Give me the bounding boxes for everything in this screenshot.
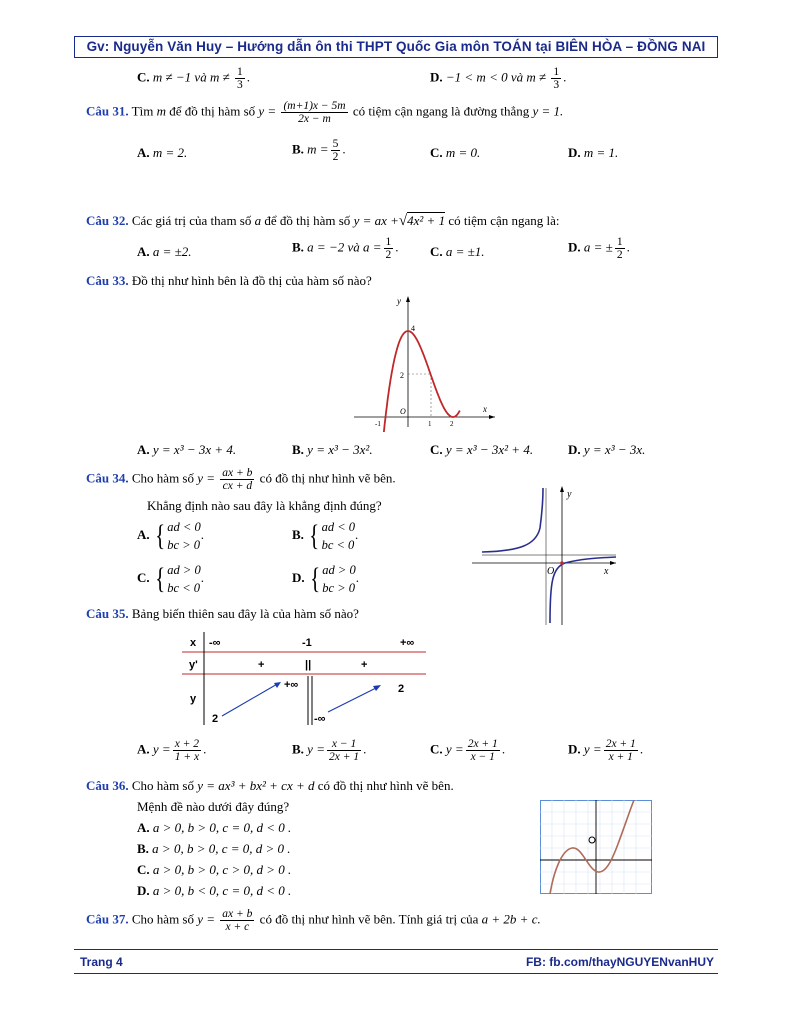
question-label: Câu 36. (86, 778, 129, 793)
intercept-point (560, 561, 564, 565)
x-value: +∞ (400, 637, 415, 649)
asymptote-line: y = 1. (532, 103, 564, 119)
y-value: +∞ (284, 679, 299, 691)
stem-text: Đồ thị như hình bên là đồ thị của hàm số nào? (131, 273, 372, 288)
option-label: B. (292, 526, 304, 542)
function-expr: y = ax³ + bx² + cx + d (197, 778, 315, 793)
q32-option-c[interactable] (430, 244, 485, 260)
x-value: -1 (302, 637, 312, 649)
option-text: a > 0, b < 0, c = 0, d < 0 . (152, 883, 292, 898)
q30-option-d[interactable]: D. −1 < m < 0 và m ≠ $\frac{1}{3}$ . (430, 66, 567, 92)
option-text: a > 0, b > 0, c = 0, d > 0 . (152, 841, 291, 856)
option-label: D. (568, 239, 581, 255)
option-label: B. (292, 141, 304, 157)
stem-text: có đồ thị như hình vẽ bên. (317, 778, 454, 793)
q34-option-c[interactable]: C. { ad > 0 bc < 0. (137, 562, 204, 595)
option-label: B. (292, 442, 304, 457)
option-label: D. (430, 69, 443, 85)
q32-option-d[interactable]: D. a = ± $\frac{1}{2}$ . (568, 236, 630, 262)
question-label: Câu 33. (86, 273, 129, 288)
q36-option-c[interactable] (137, 862, 291, 878)
option-label: C. (430, 145, 443, 160)
option-text: m = (307, 141, 329, 157)
increase-arrow (328, 687, 378, 712)
system: ad > 0 bc < 0 (167, 563, 201, 595)
q34-option-b[interactable]: B. { ad < 0 bc < 0. (292, 519, 359, 552)
fraction: $\frac{2x + 1}{x - 1}$ (467, 738, 498, 764)
variable: a (254, 213, 262, 228)
x-value: -∞ (209, 637, 221, 649)
option-label: A. (137, 145, 150, 160)
x-axis-label: x (483, 404, 487, 414)
option-label: B. (137, 841, 149, 856)
q34-option-d[interactable]: D. { ad > 0 bc > 0. (292, 562, 359, 595)
q31-option-c[interactable] (430, 145, 480, 161)
q35-stem (86, 606, 359, 622)
footer-rule (74, 973, 718, 974)
x-arrow-icon (610, 561, 616, 565)
option-text: a = −2 và a = (307, 239, 382, 255)
y-axis-label: y (397, 296, 401, 306)
option-label: C. (137, 569, 150, 585)
stem-text: có đồ thị như hình vẽ bên. (259, 470, 396, 486)
option-text: a = ± (583, 239, 613, 255)
derivative-sign: + (258, 659, 265, 671)
fraction: $\frac{1}{3}$ (553, 66, 560, 92)
stem-text: Tìm (131, 103, 154, 119)
q33-option-b[interactable] (292, 442, 373, 458)
derivative-sign: + (361, 659, 368, 671)
q35-option-a[interactable]: A. y = $\frac{x + 2}{1 + x}$ . (137, 738, 207, 764)
y-value: 2 (398, 683, 405, 695)
option-label: A. (137, 820, 150, 835)
tick-label: 2 (450, 420, 454, 428)
q36-claim: Mệnh đề nào dưới đây đúng? (137, 799, 290, 814)
stem-text: có tiệm cận ngang là đường thẳng (352, 103, 530, 119)
option-label: D. (568, 442, 581, 457)
q31-option-b[interactable]: B. m = $\frac{5}{2}$ . (292, 138, 346, 164)
option-label: B. (292, 741, 304, 757)
y-axis-label: y (567, 489, 572, 500)
option-text: m = 1. (583, 145, 619, 160)
q33-option-a[interactable] (137, 442, 236, 458)
q33-graph (350, 292, 500, 432)
undefined-marker: || (305, 659, 312, 671)
stem-text: Các giá trị của tham số (131, 213, 252, 228)
option-text: m = 2. (152, 145, 188, 160)
brace-icon: { (310, 562, 321, 595)
expression: a + 2b + c. (481, 911, 541, 927)
option-text: a = ±2. (152, 244, 192, 259)
option-label: D. (292, 569, 305, 585)
q36-graph (540, 800, 652, 894)
sqrt-symbol: √ (398, 213, 408, 229)
brace-icon: { (155, 562, 166, 595)
fraction: $\frac{x + 2}{1 + x}$ (174, 738, 200, 764)
q33-stem (86, 273, 372, 289)
stem-text: để đồ thị hàm số (264, 213, 351, 228)
q33-option-c[interactable] (430, 442, 533, 458)
option-label: A. (137, 244, 150, 259)
increase-arrow (222, 683, 279, 716)
fraction: $\frac{2x + 1}{x + 1}$ (605, 738, 636, 764)
tick-label: 4 (411, 324, 415, 333)
q36-option-b[interactable] (137, 841, 291, 857)
fraction: $\frac{x - 1}{2x + 1}$ (328, 738, 360, 764)
system: ad > 0 bc > 0 (322, 563, 356, 595)
system: ad < 0 bc > 0 (167, 520, 201, 552)
hyperbola-left-branch (482, 488, 543, 552)
option-text: y = x³ − 3x². (307, 442, 373, 457)
footer-rule (74, 949, 718, 950)
option-label: C. (430, 741, 443, 757)
fraction: $\frac{1}{2}$ (385, 236, 392, 262)
option-text: y = x³ − 3x² + 4. (445, 442, 534, 457)
brace-icon: { (155, 519, 166, 552)
fraction: $\frac{1}{3}$ (236, 66, 243, 92)
q35-variation-table (178, 630, 428, 728)
x-axis-label: x (604, 566, 609, 577)
function-lhs: y = (197, 911, 216, 927)
origin-label: O (547, 566, 555, 577)
brace-icon: { (309, 519, 320, 552)
option-text: m ≠ −1 và m ≠ (152, 69, 230, 85)
stem-text: có tiệm cận ngang là: (448, 213, 560, 228)
radicand: 4x² + 1 (407, 213, 446, 228)
q32-stem (86, 213, 560, 230)
arrow-head-icon (373, 685, 381, 691)
function-lhs: y = (197, 470, 216, 486)
option-text: −1 < m < 0 và m ≠ (445, 69, 547, 85)
q33-option-d[interactable] (568, 442, 645, 458)
x-arrow-icon (489, 415, 495, 419)
function-fraction: $\frac{(m+1)x - 5m}{2x - m}$ (283, 100, 346, 126)
q34-claim: Khẳng định nào sau đây là khẳng định đúng? (147, 498, 382, 513)
y-arrow-icon (406, 296, 410, 302)
stem-text: có đồ thị như hình vẽ bên. Tính giá trị của (259, 911, 479, 927)
y-arrow-icon (560, 486, 564, 492)
row-label-y: y (190, 693, 197, 705)
stem-text: để đồ thị hàm số (169, 103, 256, 119)
q37-stem (86, 908, 541, 933)
option-label: B. (292, 239, 304, 255)
function-expr: y = ax + (353, 213, 399, 228)
option-text: m = 0. (445, 145, 481, 160)
option-label: D. (137, 883, 150, 898)
row-label-x: x (190, 637, 197, 649)
option-label: C. (430, 442, 443, 457)
option-label: D. (568, 741, 581, 757)
page-header: Gv: Nguyễn Văn Huy – Hướng dẫn ôn thi THPT Quốc Gia môn TOÁN tại BIÊN HÒA – ĐỒNG NAI (74, 36, 718, 58)
question-label: Câu 34. (86, 470, 129, 486)
option-label: C. (137, 69, 150, 85)
y-value: 2 (212, 713, 219, 725)
tick-label: -1 (375, 420, 381, 428)
stem-text: Cho hàm số (131, 911, 194, 927)
stem-text: Cho hàm số (131, 470, 194, 486)
q31-stem (86, 100, 563, 125)
system: ad < 0 bc < 0 (321, 520, 356, 552)
function-lhs: y = (258, 103, 277, 119)
question-label: Câu 35. (86, 606, 129, 621)
q31-option-a[interactable] (137, 145, 187, 161)
question-label: Câu 31. (86, 103, 129, 119)
q35-option-b[interactable]: B. y = $\frac{x - 1}{2x + 1}$ . (292, 738, 367, 764)
q35-option-c[interactable]: C. y = $\frac{2x + 1}{x - 1}$ . (430, 738, 506, 764)
tick-label: 1 (428, 420, 432, 428)
function-fraction: $\frac{ax + b}{cx + d}$ (222, 467, 253, 493)
option-text: a > 0, b > 0, c = 0, d < 0 . (152, 820, 292, 835)
question-label: Câu 37. (86, 911, 129, 927)
q34-stem (86, 467, 396, 492)
q36-stem (86, 778, 454, 794)
option-label: D. (568, 145, 581, 160)
q35-option-d[interactable]: D. y = $\frac{2x + 1}{x + 1}$ . (568, 738, 644, 764)
fraction: $\frac{5}{2}$ (332, 138, 339, 164)
function-lhs: y = (307, 741, 325, 757)
option-label: A. (137, 442, 150, 457)
q32-option-a[interactable] (137, 244, 192, 260)
row-label-yp: y' (189, 659, 198, 671)
q34-graph (470, 483, 620, 628)
function-fraction: $\frac{ax + b}{x + c}$ (222, 908, 253, 934)
page-number: Trang 4 (80, 955, 123, 969)
option-label: A. (137, 741, 150, 757)
q36-option-d[interactable] (137, 883, 291, 899)
stem-text: Cho hàm số (131, 778, 194, 793)
option-label: C. (430, 244, 443, 259)
function-lhs: y = (583, 741, 602, 757)
option-label: C. (137, 862, 150, 877)
option-label: A. (137, 526, 150, 542)
q30-option-c[interactable]: C. m ≠ −1 và m ≠ $\frac{1}{3}$ . (137, 66, 250, 92)
tick-label: 2 (400, 371, 404, 380)
q34-option-a[interactable]: A. { ad < 0 bc > 0. (137, 519, 204, 552)
facebook-link[interactable]: FB: fb.com/thayNGUYENvanHUY (525, 955, 714, 969)
y-value: -∞ (314, 713, 326, 725)
stem-text: Bảng biến thiên sau đây là của hàm số nào? (131, 606, 359, 621)
q36-option-a[interactable] (137, 820, 291, 836)
function-lhs: y = (152, 741, 171, 757)
variable: m (156, 103, 166, 119)
q31-option-d[interactable] (568, 145, 618, 161)
function-lhs: y = (445, 741, 464, 757)
question-label: Câu 32. (86, 213, 129, 228)
origin-label: O (400, 407, 406, 416)
fraction: $\frac{1}{2}$ (616, 236, 623, 262)
option-text: a = ±1. (445, 244, 485, 259)
option-text: a > 0, b > 0, c > 0, d > 0 . (152, 862, 292, 877)
option-text: y = x³ − 3x. (583, 442, 646, 457)
q32-option-b[interactable]: B. a = −2 và a = $\frac{1}{2}$ . (292, 236, 399, 262)
option-text: y = x³ − 3x + 4. (152, 442, 237, 457)
